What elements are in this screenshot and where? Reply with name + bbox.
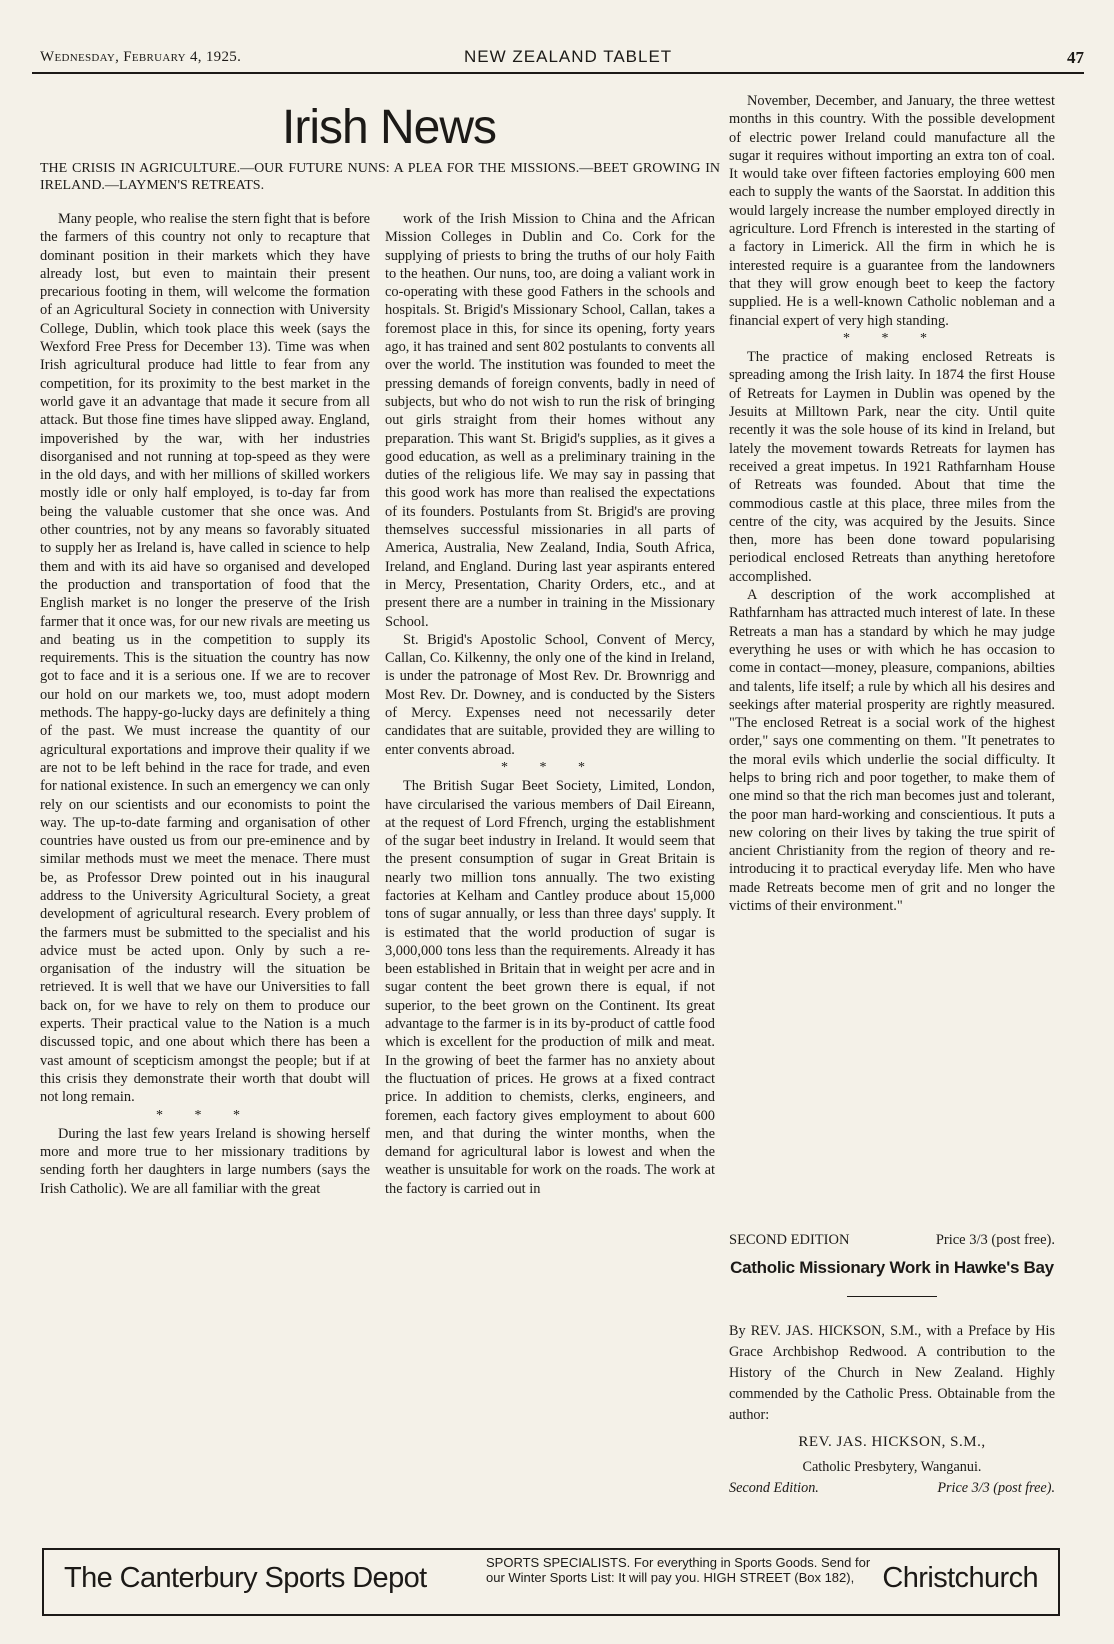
sports-depot-advertisement <box>42 1548 1060 1616</box>
ad-description: By REV. JAS. HICKSON, S.M., with a Preface by His Grace Archbishop Redwood. A contribution to the History of the Church in New Zealand. Highly commended by the Catholic Press. Obtainable from the author: <box>729 1323 1055 1423</box>
ad-author: REV. JAS. HICKSON, S.M., <box>798 1434 986 1450</box>
page-number: 47 <box>1067 48 1084 67</box>
section-divider: * * * <box>501 759 599 775</box>
article-agriculture: Many people, who realise the stern fight that is before the farmers of this country not only to recapture that dominant position in their markets which they have already lost, but even to maintain their present precarious footing in them, will welcome the formation of an Agricultural Society in connection with University College, Dublin, which took place this week (says the Wexford Free Press for December 13). Time was when Irish agricultural produce had little to fear from any competition, for its proximity to the best market in the world gave it an advantage that made it secure from all attack. But those fine times have slipped away. England, impoverished by the war, with her industries disorganised and not running at top-speed as they were in the old days, and with her millions of skilled workers mostly idle or only half employed, is to-day far from being the valuable customer that she once was. And other countries, not by any means so favorably situated to supply her as Ireland is, have called in science to help them and with its aid have so organised and developed the production and transportation of food that the English market is no longer the preserve of the Irish farmer that it once was, for our new rivals are meeting us and beating us in the competition to supply its requirements. This is the situation the country has now got to face and it is a serious one. If we are to recover our hold on our markets we, too, must adopt modern methods. The happy-go-lucky days are definitely a thing of the past. We must increase the quantity of our agricultural exportations and improve their quality if we are not to be left behind in the race for trade, and even for national existence. In such an emergency we can only rely on our scientists and our economists to point the way. The up-to-date farming and organisation of other countries have ousted us from our pre-eminence and by similar methods must we meet the menace. There must be, as Professor Drew pointed out in his inaugural address to the University Agricultural Society, a great development of agricultural research. Every problem of the farmers must be submitted to the specialist and his advice must be acted upon. Only by such a re-organisation of the industry will the situation be retrieved. It is well that we have our Universities to fall back on, for we have to rely on them to produce our experts. Their practical value to the Nation is a much discussed topic, and one about which there has been a vast amount of scepticism amongst the people; but if at this crisis they demonstrate their worth that doubt will not long remain. <box>40 211 370 1106</box>
article-missions-body: work of the Irish Mission to China and the African Mission Colleges in Dublin and Co. Cork for the supplying of priests to bring the truths of our holy Faith to the heathen. Our nuns, too, are doing a valiant work in co-operating with these good Fathers in the schools and hospitals. St. Brigid's Missionary School, Callan, takes a foremost place in this, for since its opening, forty years ago, it has trained and sent 802 postulants to convents all over the world. The institution was founded to meet the pressing demands of foreign convents, badly in need of subjects, but who do not wish to run the risk of bringing out girls straight from their homes without any preparation. This want St. Brigid's supplies, as it gives a good education, as well as a preliminary training in the duties of the religious life. We may say in passing that this good work has more than realised the expectations of its founders. Postulants from St. Brigid's are proving themselves successful missionaries in all parts of America, Australia, New Zealand, India, South Africa, Ireland, and England. During last year aspirants entered in Mercy, Presentation, Charity Orders, etc., and at present there are a number in training in the Missionary School. <box>385 211 715 630</box>
article-retreats-description: A description of the work accomplished at Rathfarnham has attracted much interest of late. In these Retreats a man has a standard by which he may judge everything he uses or with which he has occasion to come in contact—money, pleasure, companions, abilties and talents, life itself; a rule by which all his desires and seekings after material prosperity are rightly measured. "The enclosed Retreat is a social work of the highest order," says one commenting on them. "It penetrates to the moral evils which underlie the social difficulty. It helps to bring rich and poor together, to make them of one mind so that the rich man becomes just and tolerant, the poor man hard-working and conscientious. It puts a new coloring on their lives by taking the true spirit of ancient Christianity from the region of theory and re-introducing it to practical everyday life. Men who have made Retreats become men of grit and no longer the victims of their environment." <box>729 587 1055 915</box>
ad-footer-edition: Second Edition. <box>729 1480 819 1496</box>
ad-divider <box>847 1296 937 1297</box>
ad-footer-price: Price 3/3 (post free). <box>937 1480 1055 1496</box>
article-apostolic-school: St. Brigid's Apostolic School, Convent of Mercy, Callan, Co. Kilkenny, the only one of the kind in Ireland, is under the patronage of Most Rev. Dr. Brownrigg and Most Rev. Dr. Downey, and is conducted by the Sisters of Mercy. Expenses need not necessarily deter candidates that are suitable, provided they are willing to enter convents abroad. <box>385 631 715 758</box>
article-sugar-beet: The British Sugar Beet Society, Limited, London, have circularised the various members of Dail Eireann, at the request of Lord Ffrench, urging the establishment of the sugar beet industry in Ireland. It would seem that the present consumption of sugar in Great Britain is nearly two million tons annually. The two existing factories at Kelham and Cantley produce about 15,000 tons of sugar annually, or less than three days' supply. It is estimated that the world production of sugar is 3,000,000 tons less than the requirements. Already it has been established in Britain that in weight per acre and in sugar content the beet grown there is equal, if not superior, to the beet grown on the Continent. Its great advantage to the farmer is in its by-product of cattle food which is excellent for the production of milk and meat. In the growing of beet the farmer has no anxiety about the fluctuation of prices. He grows at a fixed contract price. In addition to chemists, clerks, engineers, and foremen, each factory gives employment to about 600 men, and that during the winter months, when the demand for agricultural labor is lowest and when the weather is unsuitable for work on the roads. The work at the factory is carried out in <box>385 778 715 1197</box>
ad-edition-line <box>729 1230 1055 1251</box>
column-2 <box>385 210 715 1198</box>
banner-details: SPORTS SPECIALISTS. For everything in Sports Goods. Send for our Winter Sports List: It will pay you. HIGH STREET (Box 182), <box>486 1555 871 1585</box>
book-advertisement <box>729 1230 1055 1499</box>
article-retreats: The practice of making enclosed Retreats is spreading among the Irish laity. In 1874 the first House of Retreats for Laymen in Dublin was opened by the Jesuits at Milltown Park, near the city. Until quite recently it was the sole house of its kind in Ireland, but lately the movement towards Retreats for laymen has received a great impetus. In 1921 Rathfarnham House of Retreats was founded. About that time the commodious castle at this place, three miles from the centre of the city, was acquired by the Jesuits. Since then, more has been done toward popularising periodical enclosed Retreats than anything heretofore accomplished. <box>729 349 1055 585</box>
ad-address: Catholic Presbytery, Wanganui. <box>802 1459 982 1475</box>
article-missions-intro: During the last few years Ireland is showing herself more and more true to her missionary traditions by sending forth her daughters in large numbers (says the Irish Catholic). We are all familiar with the great <box>40 1125 370 1197</box>
column-3 <box>729 92 1055 915</box>
article-sugar-beet-cont: November, December, and January, the three wettest months in this country. With the possible development of electric power Ireland could manufacture all the sugar it requires without importing an extra ton of coal. It would take over fifteen factories employing 600 men each to supply the wants of the Saorstat. In addition this would largely increase the number employed directly in agriculture. Lord Ffrench is interested in the starting of a factory in Limerick. All the firm in which he is interested require is a guarantee from the landowners that they will grow enough beet to keep the factory supplied. He is a well-known Catholic nobleman and a financial expert of very high standing. <box>729 93 1055 329</box>
ad-book-title: Catholic Missionary Work in Hawke's Bay <box>730 1258 1054 1277</box>
ad-edition: SECOND EDITION <box>729 1232 850 1248</box>
banner-city: Christchurch <box>882 1562 1038 1594</box>
column-1 <box>40 210 370 1198</box>
ad-price: Price 3/3 (post free). <box>935 1232 1055 1248</box>
issue-date: Wednesday, February 4, 1925. <box>40 49 242 65</box>
ad-footer <box>729 1478 1055 1499</box>
page-header <box>32 44 1084 74</box>
section-subheading: THE CRISIS IN AGRICULTURE.—OUR FUTURE NUNS: A PLEA FOR THE MISSIONS.—BEET GROWING IN IRELAND.—LAYMEN'S RETREATS. <box>40 161 720 193</box>
section-title: Irish News <box>282 101 497 154</box>
banner-business-name: The Canterbury Sports Depot <box>64 1562 427 1594</box>
newspaper-name: NEW ZEALAND TABLET <box>464 47 673 66</box>
section-divider: * * * <box>156 1107 254 1123</box>
section-divider: * * * <box>843 330 941 346</box>
